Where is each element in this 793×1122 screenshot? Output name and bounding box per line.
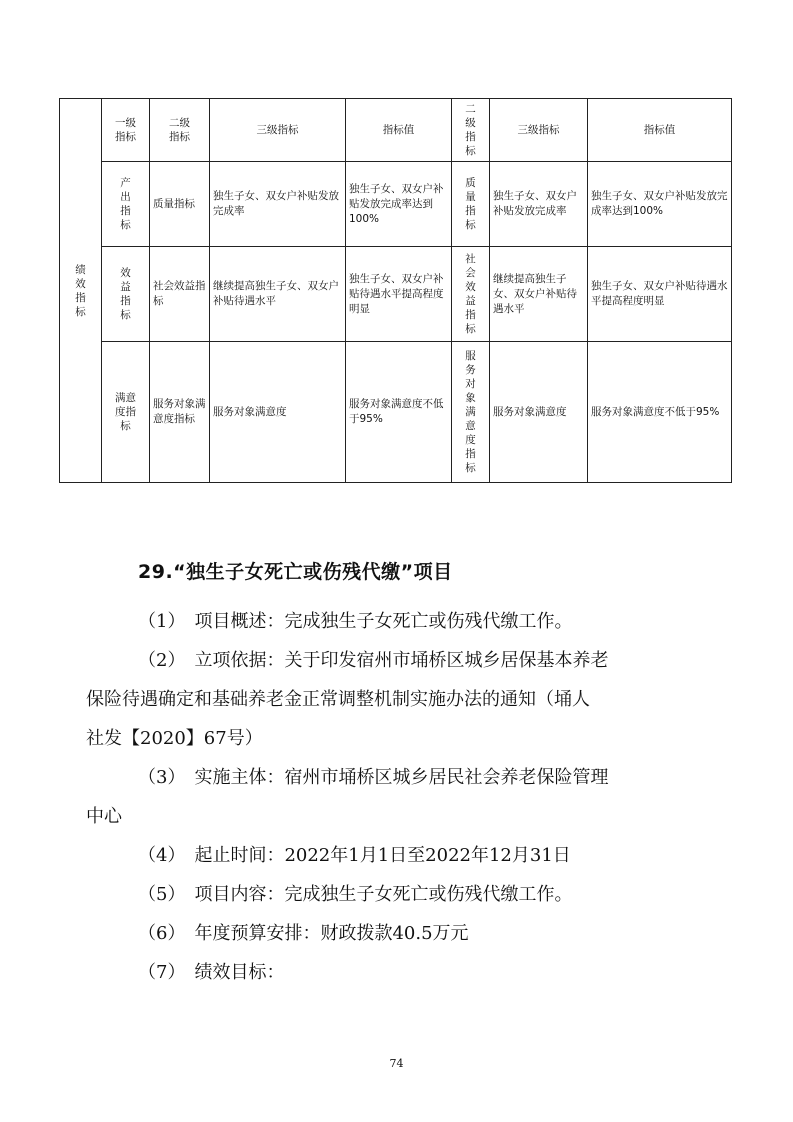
body-line: 社发【2020】67号） [86, 728, 263, 749]
cell-level3b: 服务对象满意度 [490, 342, 588, 483]
header-level3b: 三级指标 [490, 99, 588, 162]
body-line: （4） 起止时间：2022年1月1日至2022年12月31日 [138, 845, 571, 866]
header-level3: 三级指标 [210, 99, 346, 162]
table-row [60, 247, 732, 342]
cell-value: 服务对象满意度不低于95% [346, 342, 452, 483]
cell-value: 独生子女、双女户补贴待遇水平提高程度明显 [346, 247, 452, 342]
cell-level3b: 继续提高独生子女、双女户补贴待遇水平 [490, 247, 588, 342]
cell-valueb: 独生子女、双女户补贴待遇水平提高程度明显 [588, 247, 732, 342]
table-header-row [60, 99, 732, 162]
body-line: （5） 项目内容：完成独生子女死亡或伤残代缴工作。 [138, 884, 573, 905]
cell-level2b: 服务对象满意度指标 [452, 342, 490, 483]
cell-level3b: 独生子女、双女户补贴发放完成率 [490, 162, 588, 247]
cell-level1: 满意度指标 [102, 342, 150, 483]
cell-level2: 质量指标 [150, 162, 210, 247]
header-level2: 二级指标 [150, 99, 210, 162]
header-value: 指标值 [346, 99, 452, 162]
body-line: 中心 [86, 806, 122, 827]
body-line: （2） 立项依据：关于印发宿州市埇桥区城乡居保基本养老 [138, 650, 609, 671]
cell-level1: 效益指标 [102, 247, 150, 342]
table-row [60, 162, 732, 247]
cell-level3: 独生子女、双女户补贴发放完成率 [210, 162, 346, 247]
body-line: （6） 年度预算安排：财政拨款40.5万元 [138, 923, 469, 944]
table-row [60, 342, 732, 483]
body-line: 保险待遇确定和基础养老金正常调整机制实施办法的通知（埇人 [86, 689, 590, 710]
cell-valueb: 独生子女、双女户补贴发放完成率达到100% [588, 162, 732, 247]
body-line: （7） 绩效目标： [138, 962, 285, 983]
header-valueb: 指标值 [588, 99, 732, 162]
cell-level1: 产出指标 [102, 162, 150, 247]
header-level1: 一级指标 [102, 99, 150, 162]
cell-level2b: 社会效益指标 [452, 247, 490, 342]
cell-level2: 服务对象满意度指标 [150, 342, 210, 483]
performance-indicator-table [59, 98, 732, 483]
cell-level2: 社会效益指标 [150, 247, 210, 342]
cell-value: 独生子女、双女户补贴发放完成率达到100% [346, 162, 452, 247]
cell-level2b: 质量指标 [452, 162, 490, 247]
cell-valueb: 服务对象满意度不低于95% [588, 342, 732, 483]
body-line: （1） 项目概述：完成独生子女死亡或伤残代缴工作。 [138, 611, 573, 632]
cell-level3: 继续提高独生子女、双女户补贴待遇水平 [210, 247, 346, 342]
row-group-cell: 绩效指标 [60, 99, 102, 483]
page-number: 74 [389, 1057, 404, 1070]
header-level2b: 二级指标 [452, 99, 490, 162]
cell-level3: 服务对象满意度 [210, 342, 346, 483]
body-line: （3） 实施主体：宿州市埇桥区城乡居民社会养老保险管理 [138, 767, 609, 788]
section-heading: 29.“独生子女死亡或伤残代缴”项目 [138, 561, 453, 583]
